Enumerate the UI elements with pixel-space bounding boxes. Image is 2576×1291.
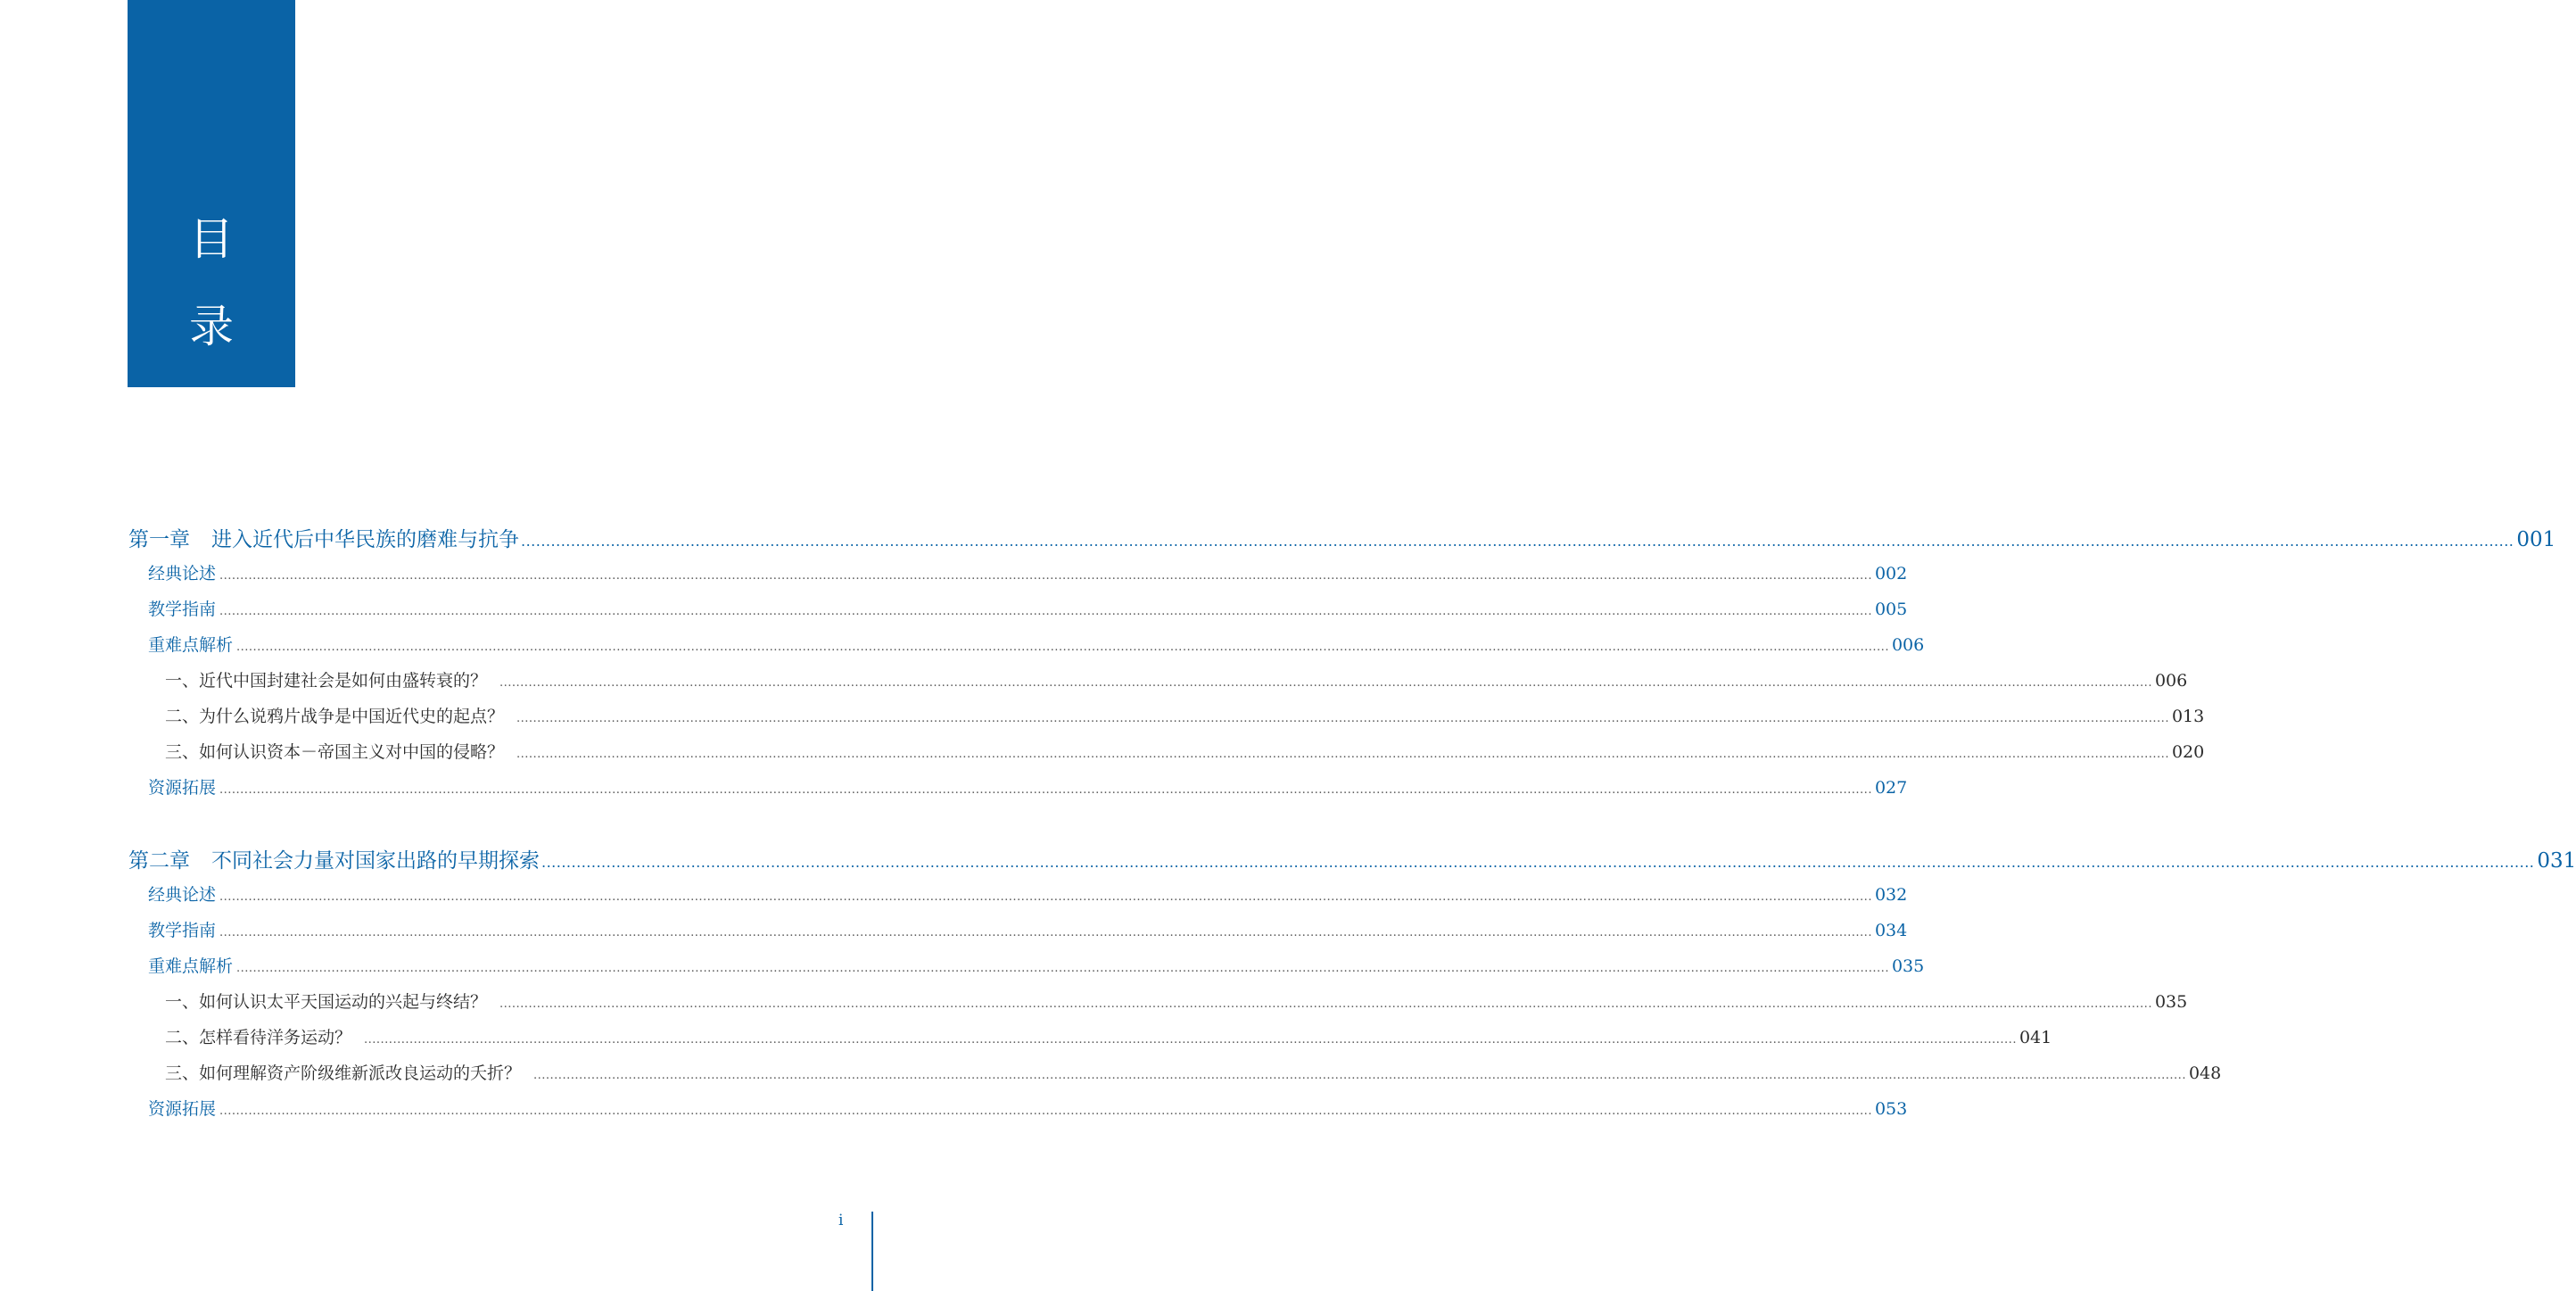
section-label: 教学指南 [148,600,217,619]
subsection-entry[interactable] [165,989,2188,1014]
page-ref: 001 [2516,528,2556,551]
subsection-entry[interactable] [165,1025,2052,1050]
toc-title-block [128,0,295,387]
toc-title-char-2: 录 [189,301,234,352]
dot-leader: ................................................................................................................................................................................................................................................................................................................................................................................................................ [236,641,1889,654]
dot-leader: ................................................................................................................................................................................................................................................................................................................................................................................................................ [219,569,1872,583]
section-entry[interactable] [148,954,1925,979]
dot-leader: ................................................................................................................................................................................................................................................................................................................................................................................................................ [533,1069,2186,1082]
subsection-entry[interactable] [165,740,2205,765]
chapter-1-entry[interactable] [128,526,2556,554]
dot-leader: ................................................................................................................................................................................................................................................................................................................................................................................................................ [516,712,2169,725]
page-ref: 013 [2171,707,2205,726]
section-entry[interactable] [148,597,1908,622]
page-ref: 006 [1891,635,1925,655]
section-entry[interactable] [148,775,1908,800]
dot-leader: ................................................................................................................................................................................................................................................................................................................................................................................................................ [500,676,2152,690]
subsection-label: 三、如何认识资本－帝国主义对中国的侵略？ [165,742,505,762]
dot-leader: ................................................................................................................................................................................................................................................................................................................................................................................................................ [219,1105,1872,1118]
subsection-entry[interactable] [165,704,2205,729]
dot-leader: ................................................................................................................................................................................................................................................................................................................................................................................................................ [219,890,1872,904]
dot-leader: ................................................................................................................................................................................................................................................................................................................................................................................................................ [236,962,1889,975]
section-label: 教学指南 [148,921,217,940]
subsection-entry[interactable] [165,1061,2222,1086]
page-ref: 035 [1891,956,1925,976]
section-entry[interactable] [148,882,1908,907]
page-ref: 005 [1874,600,1908,619]
subsection-label: 三、如何理解资产阶级维新派改良运动的夭折？ [165,1063,522,1083]
dot-leader: ................................................................................................................................................................................................................................................................................................................................................................................................................ [500,997,2152,1011]
subsection-label: 二、为什么说鸦片战争是中国近代史的起点？ [165,707,505,726]
subsection-label: 一、如何认识太平天国运动的兴起与终结？ [165,992,488,1012]
section-entry[interactable] [148,633,1925,658]
subsection-label: 二、怎样看待洋务运动？ [165,1028,352,1047]
page-ref: 032 [1874,885,1908,905]
section-label: 重难点解析 [148,635,234,655]
section-entry[interactable] [148,1097,1908,1121]
section-label: 重难点解析 [148,956,234,976]
section-label: 经典论述 [148,564,217,583]
dot-leader: ................................................................................................................................................................................................................................................................................................................................................................................................................ [541,854,2535,871]
section-label: 资源拓展 [148,1099,217,1119]
chapter-2-entry[interactable] [128,847,2576,875]
dot-leader: ................................................................................................................................................................................................................................................................................................................................................................................................................ [219,926,1872,939]
dot-leader: ................................................................................................................................................................................................................................................................................................................................................................................................................ [521,533,2514,550]
page-edge-rule [871,1212,873,1291]
chapter-title: 进入近代后中华民族的磨难与抗争 [211,528,519,551]
section-entry[interactable] [148,561,1908,586]
dot-leader: ................................................................................................................................................................................................................................................................................................................................................................................................................ [219,605,1872,618]
page-ref: 002 [1874,564,1908,583]
page-ref: 034 [1874,921,1908,940]
chapter-number: 第二章 [128,849,190,873]
page-ref: 048 [2188,1063,2222,1083]
page-ref: 020 [2171,742,2205,762]
chapter-title: 不同社会力量对国家出路的早期探索 [211,849,540,873]
toc-title-char-1: 目 [189,213,234,265]
section-label: 经典论述 [148,885,217,905]
chapter-number: 第一章 [128,528,190,551]
page-ref: 027 [1874,778,1908,798]
subsection-entry[interactable] [165,668,2188,693]
section-entry[interactable] [148,918,1908,943]
page-ref: 041 [2019,1028,2052,1047]
page-ref: 006 [2154,671,2188,691]
subsection-label: 一、近代中国封建社会是如何由盛转衰的？ [165,671,488,691]
dot-leader: ................................................................................................................................................................................................................................................................................................................................................................................................................ [364,1033,2017,1047]
dot-leader: ................................................................................................................................................................................................................................................................................................................................................................................................................ [219,783,1872,797]
dot-leader: ................................................................................................................................................................................................................................................................................................................................................................................................................ [516,748,2169,761]
page-number: i [838,1212,844,1229]
page-ref: 053 [1874,1099,1908,1119]
page-ref: 031 [2537,849,2576,873]
section-label: 资源拓展 [148,778,217,798]
page-ref: 035 [2154,992,2188,1012]
